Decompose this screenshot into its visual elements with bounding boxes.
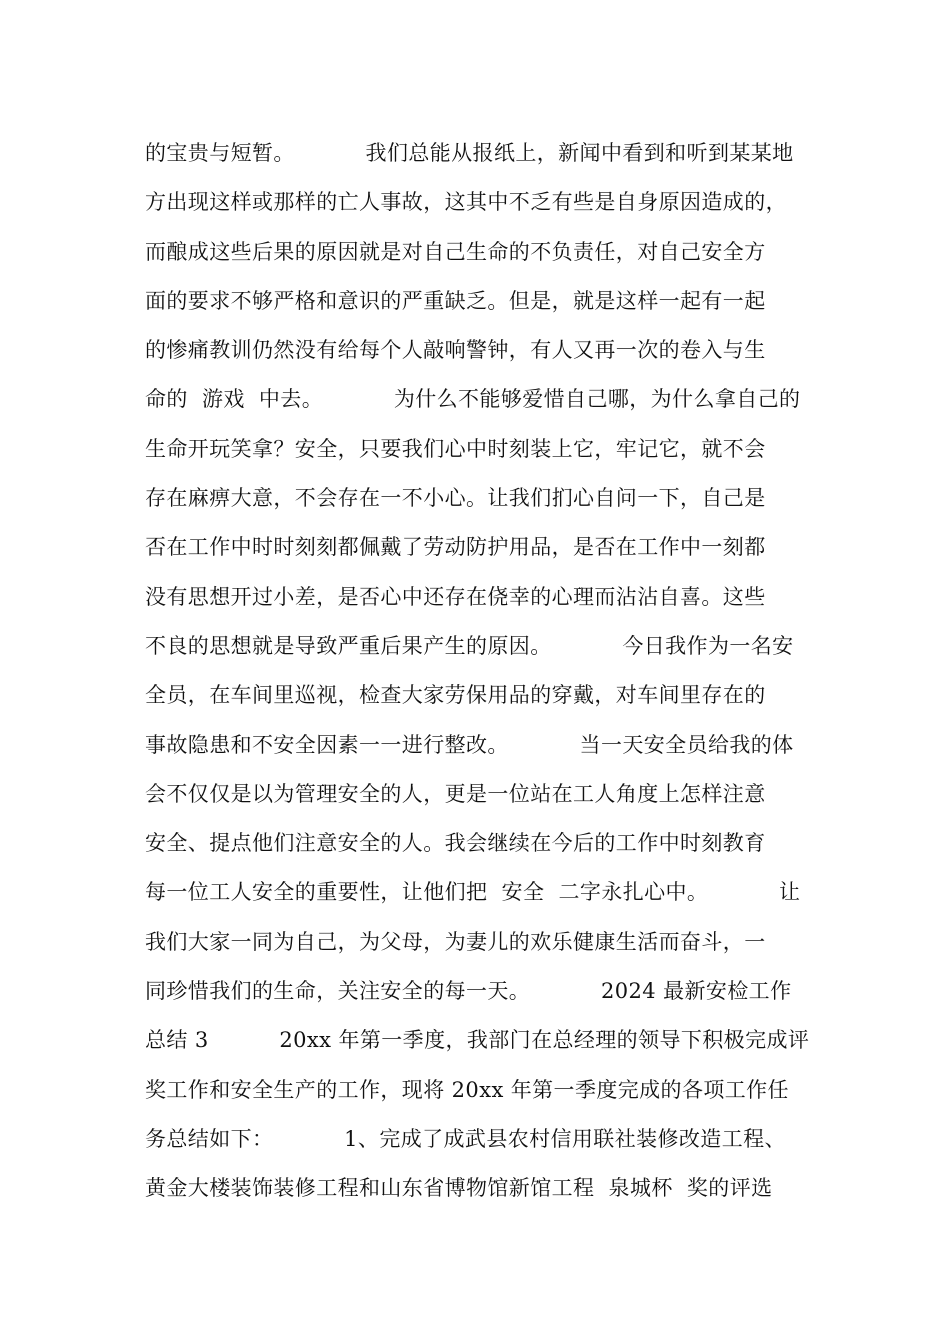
text-line: 安全、提点他们注意安全的人。我会继续在今后的工作中时刻教育 <box>145 831 766 856</box>
text-line: 没有思想开过小差，是否心中还存在侥幸的心理而沾沾自喜。这些 <box>145 584 766 609</box>
body-text <box>145 133 815 1218</box>
text-line: 每一位工人安全的重要性，让他们把 安全 二字永扎心中。 让 <box>145 880 801 905</box>
text-line: 我们大家一同为自己，为父母，为妻儿的欢乐健康生活而奋斗，一 <box>145 929 766 954</box>
text-line: 黄金大楼装饰装修工程和山东省博物馆新馆工程 泉城杯 奖的评选 <box>145 1176 773 1201</box>
text-line: 会不仅仅是以为管理安全的人，更是一位站在工人角度上怎样注意 <box>145 781 766 806</box>
text-line: 总结 3 20xx 年第一季度，我部门在总经理的领导下积极完成评 <box>145 1028 810 1053</box>
text-line: 否在工作中时时刻刻都佩戴了劳动防护用品，是否在工作中一刻都 <box>145 535 766 560</box>
text-line: 的惨痛教训仍然没有给每个人敲响警钟，有人又再一次的卷入与生 <box>145 338 766 363</box>
text-line: 方出现这样或那样的亡人事故，这其中不乏有些是自身原因造成的， <box>145 190 787 215</box>
text-line: 的宝贵与短暂。 我们总能从报纸上，新闻中看到和听到某某地 <box>145 141 794 165</box>
text-line: 命的 游戏 中去。 为什么不能够爱惜自己哪，为什么拿自己的 <box>145 387 801 412</box>
text-line: 事故隐患和不安全因素一一进行整改。 当一天安全员给我的体 <box>145 732 794 757</box>
text-line: 不良的思想就是导致严重后果产生的原因。 今日我作为一名安 <box>145 633 794 658</box>
text-line: 而酿成这些后果的原因就是对自己生命的不负责任，对自己安全方 <box>145 239 766 264</box>
text-line: 奖工作和安全生产的工作，现将 20xx 年第一季度完成的各项工作任 <box>145 1077 789 1102</box>
text-line: 生命开玩笑拿？安全，只要我们心中时刻装上它，牢记它，就不会 <box>145 436 766 461</box>
text-line: 全员，在车间里巡视，检查大家劳保用品的穿戴，对车间里存在的 <box>145 683 766 708</box>
text-line: 同珍惜我们的生命，关注安全的每一天。 2024 最新安检工作 <box>145 979 792 1004</box>
text-line: 存在麻痹大意，不会存在一不小心。让我们扪心自问一下，自己是 <box>145 486 766 511</box>
text-line: 务总结如下： 1、完成了成武县农村信用联社装修改造工程、 <box>145 1126 786 1151</box>
text-line: 面的要求不够严格和意识的严重缺乏。但是，就是这样一起有一起 <box>145 288 766 313</box>
